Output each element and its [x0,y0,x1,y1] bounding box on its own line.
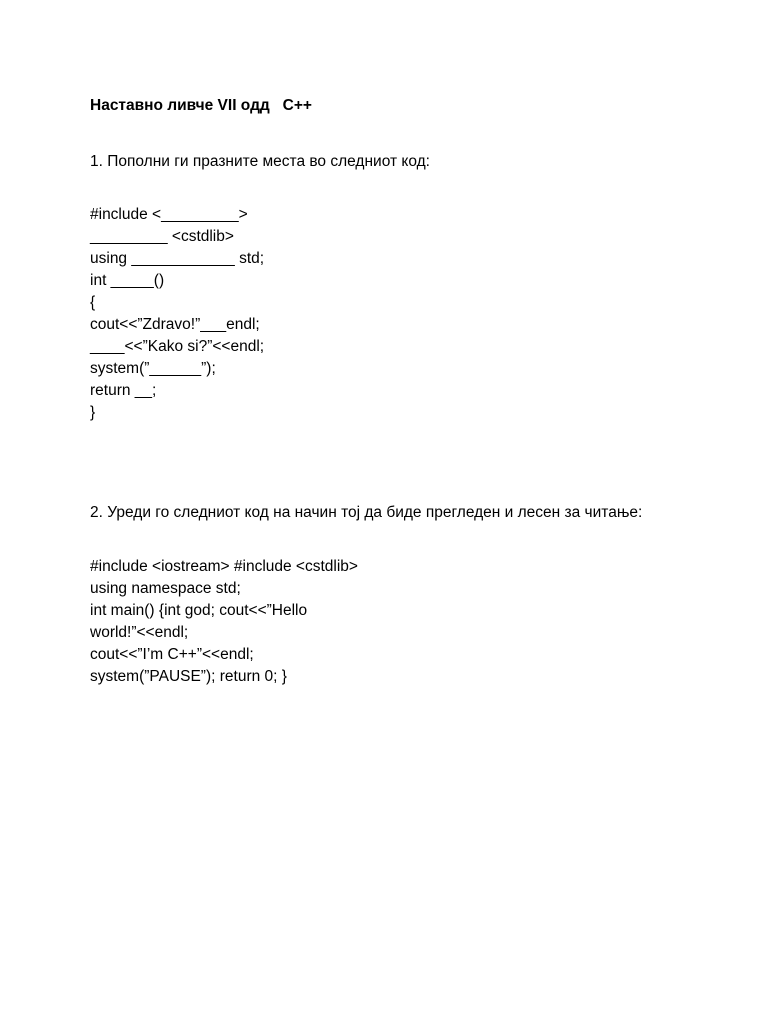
code-line: #include <_________> [90,206,248,223]
code-line: _________ <cstdlib> [90,228,234,245]
question-2-code [90,556,358,688]
code-line: cout<<”Zdravo!”___endl; [90,316,260,333]
code-line: ____<<”Kako si?”<<endl; [90,338,265,355]
code-line: #include <iostream> #include <cstdlib> [90,558,358,575]
code-line: int main() {int god; cout<<”Hello [90,602,308,619]
code-line: cout<<”I’m C++”<<endl; [90,646,254,663]
code-line: using namespace std; [90,580,241,597]
code-line: return __; [90,382,157,399]
question-2-text: 2. Уреди го следниот код на начин тој да биде прегледен и лесен за читање: [90,504,643,521]
code-line: system(”PAUSE”); return 0; } [90,668,287,685]
worksheet-title: Наставно ливче VII одд C++ [90,97,312,114]
code-line: { [90,294,96,311]
code-line: world!”<<endl; [90,624,189,641]
code-line: int _____() [90,272,165,289]
code-line: system(”______”); [90,360,216,377]
code-line: using ____________ std; [90,250,265,267]
question-1-text: 1. Пополни ги празните места во следниот код: [90,153,430,170]
code-line: } [90,404,96,421]
question-1-code [90,204,264,424]
